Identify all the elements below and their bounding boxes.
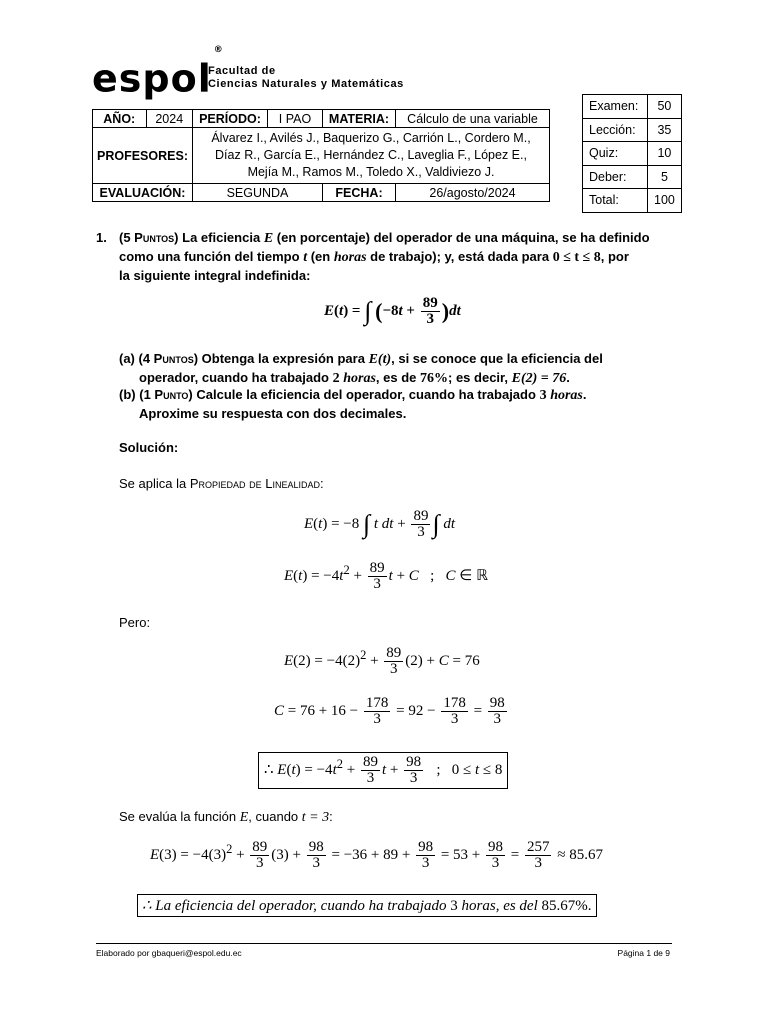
problem-statement [119,229,679,285]
math-value: 3 [450,898,458,914]
math-var: horas [333,250,367,265]
footer-divider [96,943,672,944]
pero-text: Pero: [119,615,151,630]
problem-text: La eficiencia [182,230,261,245]
score-value: 35 [648,118,682,142]
math-var: E [263,231,274,246]
date-label: FECHA: [323,184,396,202]
linearity-text: Se aplica la Propiedad de Linealidad: [119,476,324,491]
score-label: Deber: [583,165,648,189]
math-var: horas [550,388,583,403]
footer-author: Elaborado por gbaqueri@espol.edu.ec [96,948,242,958]
date-value: 26/agosto/2024 [396,184,550,202]
math-value: t = 3 [301,810,330,825]
score-label: Total: [583,189,648,213]
subject-value: Cálculo de una variable [396,110,550,128]
solution-text: Se aplica la [119,476,187,491]
problem-points: (5 Puntos) [119,230,179,245]
professors-list [193,128,550,184]
faculty-line-2: Ciencias Naturales y Matemáticas [208,78,404,90]
result-box-conclusion [137,894,597,917]
score-value: 10 [648,142,682,166]
math-value: 2 [332,371,340,386]
problem-number: 1. [96,230,107,245]
conclusion-text: horas, es del [461,898,538,914]
part-text: operador, cuando ha trabajado [139,370,329,385]
math-value: 3 [539,388,547,403]
period-value: I PAO [268,110,323,128]
part-label: (b) [119,387,136,402]
score-label: Examen: [583,95,648,119]
espol-logo: espol® [92,45,224,101]
period-label: PERÍODO: [193,110,268,128]
problem-text: la siguiente integral indefinida: [119,268,311,283]
score-value: 100 [648,189,682,213]
faculty-name [208,65,404,91]
score-label: Lección: [583,118,648,142]
math-var: t [303,250,308,265]
problem-text: como una función del tiempo [119,249,300,264]
equation-constant: C = 76 + 16 − $\frac{178}{3}$ = 92 − $\frac{178}{3}$ = $\frac{98}{3}$ [274,695,505,727]
year-value: 2024 [146,110,192,128]
part-a: (a) (4 Puntos) Obtenga la expresión para E(t), si se conoce que la eficiencia del operador, cuando ha trabajado 2 horas, es de 76%; es decir, E(2) = 76. [119,351,603,386]
math-range: 0 ≤ t ≤ 8 [552,250,601,265]
score-value: 5 [648,165,682,189]
equation-evaluation: $E(3) = -4(3)^2$ + $\frac{89}{3}$ (3) + $\frac{98}{3}$ = −36 + 89 + $\frac{98}{3}$ = 53 + $\frac{98}{3}$ = $\frac{257}{3}$ ≈ 85.67 [150,839,603,871]
score-value: 50 [648,95,682,119]
solution-text: Se evalúa la función [119,809,237,824]
professors-line: Mejía M., Ramos M., Toledo X., Valdiviezo J. [247,165,495,179]
part-text: , es de [375,370,417,385]
equation-antiderivative: $E(t) = -4t^2$ + $\frac{89}{3}$ t + C ; C ∈ ℝ [284,560,488,592]
part-text: , si se conoce que la eficiencia del [391,351,603,366]
year-label: AÑO: [93,110,147,128]
math-var: horas [343,371,376,386]
equation-linearity: E(t) = −8 ∫ t dt + $\frac{89}{3}$ ∫ dt [304,508,455,540]
conclusion-text: ∴ La eficiencia del operador, cuando ha trabajado [142,898,447,914]
evaluation-label: EVALUACIÓN: [93,184,193,202]
score-table [582,94,682,213]
professors-label: PROFESORES: [93,128,193,184]
problem-text: (en porcentaje) del operador de una máquina, se ha definido [276,230,650,245]
professors-line: Álvarez I., Avilés J., Baquerizo G., Carrión L., Cordero M., [211,131,531,145]
math-value: 85.67%. [541,898,592,914]
problem-text: , por [600,249,629,264]
result-box-expression: ∴ $E(t) = -4t^2$ + $\frac{89}{3}$ t + $\frac{98}{3}$ ; 0 ≤ t ≤ 8 [258,752,508,789]
evaluation-value: SEGUNDA [193,184,323,202]
math-value: 76% [420,371,449,386]
part-points: (4 Puntos) [138,351,199,366]
problem-text: (en [310,249,331,264]
part-text: Calcule la eficiencia del operador, cuando ha trabajado [196,387,536,402]
solution-text: , cuando [248,809,299,824]
part-b: (b) (1 Punto) Calcule la eficiencia del operador, cuando ha trabajado 3 horas. Aproxime su respuesta con dos decimales. [119,386,675,423]
part-points: (1 Punto) [139,387,193,402]
solution-title: Solución: [119,440,179,455]
subject-label: MATERIA: [323,110,396,128]
part-label: (a) [119,351,135,366]
integral-definition: E(t) = ∫ (−8t + $\frac{89}{3}$ )dt [324,295,461,327]
part-text: ; es decir, [448,370,508,385]
exam-info-table [92,109,550,202]
math-condition: E(2) = 76 [511,371,567,386]
score-label: Quiz: [583,142,648,166]
equation-condition: $E(2) = -4(2)^2$ + $\frac{89}{3}$ (2) + C = 76 [284,645,480,677]
faculty-line-1: Facultad de [208,65,276,77]
professors-line: Díaz R., García E., Hernández C., Laveglia F., López E., [215,148,527,162]
footer-page-number: Página 1 de 9 [617,948,670,958]
evaluate-text: Se evalúa la función E, cuando t = 3: [119,809,333,825]
part-text: Obtenga la expresión para [201,351,365,366]
part-text: Aproxime su respuesta con dos decimales. [139,406,407,421]
problem-text: de trabajo); y, está dada para [370,249,550,264]
property-name: Propiedad de Linealidad [189,476,320,491]
